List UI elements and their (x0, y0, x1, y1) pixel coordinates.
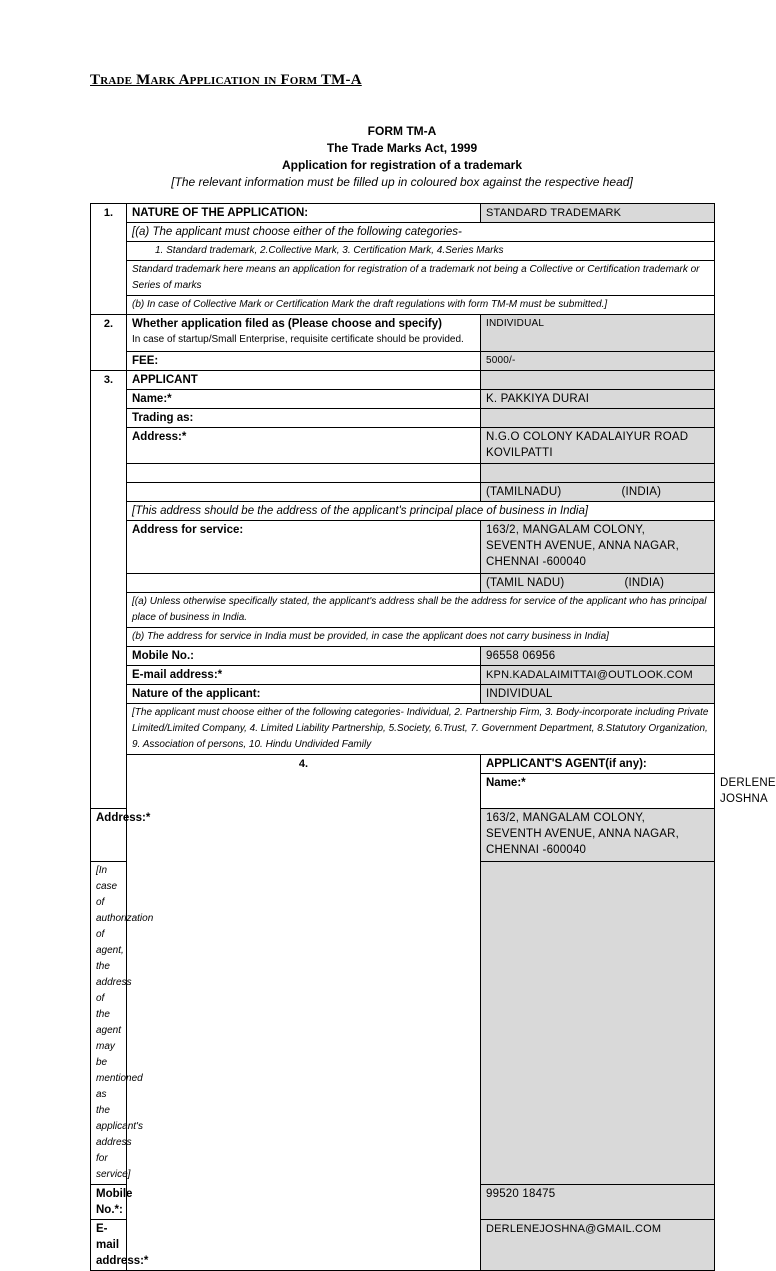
agent-authorization-field[interactable] (481, 862, 715, 1185)
agent-heading: APPLICANT'S AGENT(if any): (481, 755, 715, 774)
table-row (91, 409, 715, 428)
email-field[interactable]: KPN.KADALAIMITTAI@OUTLOOK.COM (481, 666, 715, 685)
agent-name-label: Name:* (481, 774, 715, 809)
table-row (91, 204, 715, 223)
collective-mark-note: (b) In case of Collective Mark or Certification Mark the draft regulations with form TM-M must be submitted.] (127, 296, 715, 315)
applicant-categories-note: [The applicant must choose either of the following categories- Individual, 2. Partnership Firm, 3. Body-incorporate including Private Limited/Limited Company, 4. Limited Liability Partnership, 5.Society, 6.Trust, 7. Government Department, 8.Statutory Organization, 9. Association of persons, 10. Hindu Undivided Family (127, 704, 715, 755)
address-line: SEVENTH AVENUE, ANNA NAGAR, (486, 828, 680, 840)
act-name: The Trade Marks Act, 1999 (326, 141, 478, 155)
fee-field[interactable]: 5000/- (481, 352, 715, 371)
table-row (91, 521, 715, 574)
table-row (91, 315, 715, 352)
address-extra-field[interactable] (481, 464, 715, 483)
country-value: (INDIA) (624, 577, 665, 589)
table-row (91, 666, 715, 685)
table-row (91, 483, 715, 502)
form-instruction: [The relevant information must be filled up in coloured box against the respective head] (171, 175, 633, 189)
nature-of-applicant-label: Nature of the applicant: (127, 685, 481, 704)
address-line: 163/2, MANGALAM COLONY, (486, 812, 646, 824)
service-address-note-b: (b) The address for service in India must be provided, in case the applicant does not carry business in India] (127, 628, 715, 647)
section-number: 3. (91, 371, 127, 809)
agent-authorization-note: [In case of authorization of agent, the address of the agent may be mentioned as the applicant's address for service] (91, 862, 127, 1185)
service-address-note-a: [(a) Unless otherwise specifically stated, the applicant's address shall be the address for service of the applicant who has principal place of business in India. (127, 593, 715, 628)
table-row (91, 428, 715, 464)
table-row (91, 647, 715, 666)
agent-address-label: Address:* (91, 809, 127, 862)
table-row (91, 502, 715, 521)
agent-email-field[interactable]: DERLENEJOSHNA@GMAIL.COM (481, 1220, 715, 1271)
agent-mobile-label: Mobile No.*: (91, 1185, 127, 1220)
applicant-state-country-field[interactable] (481, 483, 715, 502)
applicant-address-label: Address:* (127, 428, 481, 464)
table-row (91, 704, 715, 755)
address-for-service-label: Address for service: (127, 521, 481, 574)
address-line: CHENNAI -600040 (486, 556, 587, 568)
address-blank-cell (127, 483, 481, 502)
address-blank-cell (127, 464, 481, 483)
applicant-name-field[interactable]: K. PAKKIYA DURAI (481, 390, 715, 409)
agent-mobile-field[interactable]: 99520 18475 (481, 1185, 715, 1220)
table-row (91, 574, 715, 593)
service-blank-cell (127, 574, 481, 593)
mobile-label: Mobile No.: (127, 647, 481, 666)
standard-trademark-definition: Standard trademark here means an application for registration of a trademark not being a Collective or Certification trademark or Series of marks (127, 261, 715, 296)
category-list: 1. Standard trademark, 2.Collective Mark, 3. Certification Mark, 4.Series Marks (127, 242, 715, 261)
address-line: CHENNAI -600040 (486, 844, 587, 856)
trading-as-field[interactable] (481, 409, 715, 428)
category-instruction: [(a) The applicant must choose either of the following categories- (127, 223, 715, 242)
email-label: E-mail address:* (127, 666, 481, 685)
applicant-heading-field[interactable] (481, 371, 715, 390)
table-row (91, 242, 715, 261)
application-filed-as-field[interactable]: INDIVIDUAL (481, 315, 715, 352)
table-row (91, 593, 715, 628)
principal-address-note: [This address should be the address of the applicant's principal place of business in India] (127, 502, 715, 521)
application-form-table (90, 203, 776, 1271)
state-value: (TAMIL NADU) (486, 577, 565, 589)
table-row (91, 261, 715, 296)
startup-note: In case of startup/Small Enterprise, requisite certificate should be provided. (132, 334, 464, 345)
agent-email-label: E-mail address:* (91, 1220, 127, 1271)
application-filed-as-label (127, 315, 481, 352)
table-row (91, 352, 715, 371)
applicant-heading: APPLICANT (127, 371, 481, 390)
table-row (91, 464, 715, 483)
nature-of-application-field[interactable]: STANDARD TRADEMARK (481, 204, 715, 223)
service-state-country-field[interactable] (481, 574, 715, 593)
section-number: 4. (127, 755, 481, 1271)
address-for-service-field[interactable] (481, 521, 715, 574)
nature-of-application-label: NATURE OF THE APPLICATION: (127, 204, 481, 223)
section-number: 2. (91, 315, 127, 371)
applicant-address-field[interactable] (481, 428, 715, 464)
address-line: SEVENTH AVENUE, ANNA NAGAR, (486, 540, 680, 552)
table-row (91, 390, 715, 409)
table-row (91, 223, 715, 242)
table-row (91, 628, 715, 647)
table-row (91, 296, 715, 315)
section-number: 1. (91, 204, 127, 315)
table-row (91, 371, 715, 390)
table-row: Name:* DERLENE JOSHNA (91, 774, 715, 809)
address-line: KOVILPATTI (486, 447, 553, 459)
address-line: 163/2, MANGALAM COLONY, (486, 524, 646, 536)
form-name: FORM TM-A (367, 124, 437, 138)
country-value: (INDIA) (621, 486, 662, 498)
table-row (91, 755, 715, 774)
table-row (91, 685, 715, 704)
state-value: (TAMILNADU) (486, 486, 562, 498)
trading-as-label: Trading as: (127, 409, 481, 428)
fee-label: FEE: (127, 352, 481, 371)
form-purpose: Application for registration of a trademark (281, 158, 523, 172)
address-line: N.G.O COLONY KADALAIYUR ROAD (486, 431, 689, 443)
agent-address-field[interactable] (481, 809, 715, 862)
mobile-field[interactable]: 96558 06956 (481, 647, 715, 666)
nature-of-applicant-field[interactable]: INDIVIDUAL (481, 685, 715, 704)
application-filed-as-text: Whether application filed as (Please choose and specify) (132, 318, 442, 330)
document-title: Trade Mark Application in Form TM-A (90, 72, 362, 88)
applicant-name-label: Name:* (127, 390, 481, 409)
